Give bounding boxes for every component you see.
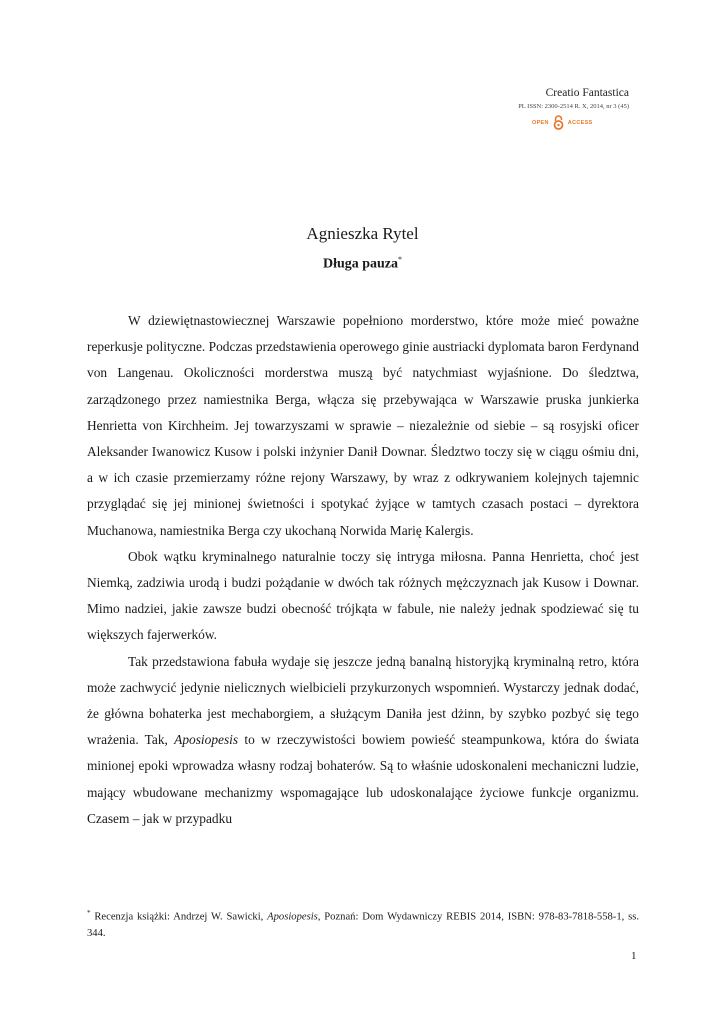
body-paragraph	[87, 308, 639, 544]
article-title	[0, 255, 725, 273]
open-access-label-right: ACCESS	[567, 119, 593, 126]
article-author: Agnieszka Rytel	[306, 224, 419, 243]
text-run: W dziewiętnastowiecznej Warszawie popełniono morderstwo, które może mieć poważne reperkusje polityczne. Podczas przedstawienia operowego ginie austriacki dyplomata baron Ferdynand von Langenau. Okoliczności morderstwa muszą być natychmiast wyjaśnione. Do śledztwa, zarządzonego przez namiestnika Berga, włącza się przebywająca w Warszawie pruska junkierka Henrietta von Kirchheim. Jej towarzyszami w sprawie – niezależnie od siebie – są rosyjski oficer Aleksander Iwanowicz Kusow i polski inżynier Danił Downar. Śledztwo toczy się w ciągu ośmiu dni, a w ich czasie przemierzamy różne rejony Warszawy, by wraz z odkrywaniem kolejnych tajemnic przyglądać się jej minionej świetności i spotykać żyjące w tamtych czasach postaci – dyrektora Muchanowa, namiestnika Berga czy ukochaną Norwida Marię Kalergis.	[87, 313, 639, 538]
italic-title: Aposiopesis	[174, 732, 239, 748]
body-paragraph	[87, 544, 639, 649]
text-run: to w rzeczywistości bowiem powieść steampunkowa, która do świata minionej epoki wprowadza własny rodzaj bohaterów. Są to właśnie udoskonaleni mechaniczni ludzie, mający wbudowane mechanizmy wspomagające lub udoskonalające życiowe funkcje organizmu. Czasem – jak w przypadku	[87, 732, 639, 826]
open-access-logo	[532, 115, 593, 130]
journal-name: Creatio Fantastica	[545, 87, 629, 99]
text-run: Recenzja książki: Andrzej W. Sawicki,	[90, 911, 268, 923]
body-paragraph	[87, 649, 639, 832]
footnote-reference-mark: *	[398, 255, 403, 264]
text-run: , Poznań: Dom Wydawniczy REBIS 2014, ISBN: 978-83-7818-558-1, ss. 344.	[87, 911, 639, 939]
italic-title: Aposiopesis	[267, 911, 318, 923]
text-run: Obok wątku kryminalnego naturalnie toczy się intryga miłosna. Panna Henrietta, choć jest Niemką, zadziwia urodą i budzi pożądanie w dwóch tak różnych mężczyznach jak Kusow i Downar. Mimo nadziei, jakie zawsze budzi obecność trójkąta w fabule, nie należy jednak spodziewać się tu większych fajerwerków.	[87, 548, 639, 643]
article-title-text: Długa pauza	[322, 256, 399, 272]
page-number: 1	[631, 950, 637, 962]
text-run: Tak przedstawiona fabuła wydaje się jeszcze jedną banalną historyjką kryminalną retro, która może zachwycić jedynie nielicznych wielbicieli przykurzonych wspomnień. Wystarczy jednak dodać, że główna bohaterka jest mechaborgiem, a służącym Daniła jest dżinn, by szybko pozbyć się tego wrażenia. Tak,	[87, 653, 639, 748]
footnote	[87, 905, 639, 942]
journal-issn: PL ISSN: 2300-2514 R. X, 2014, nr 3 (45)	[518, 103, 629, 110]
open-access-label-left: OPEN	[532, 119, 549, 126]
article-body	[87, 308, 639, 832]
footnote-mark: *	[87, 909, 91, 917]
journal-header	[389, 86, 629, 112]
open-access-lock-icon	[553, 115, 564, 130]
